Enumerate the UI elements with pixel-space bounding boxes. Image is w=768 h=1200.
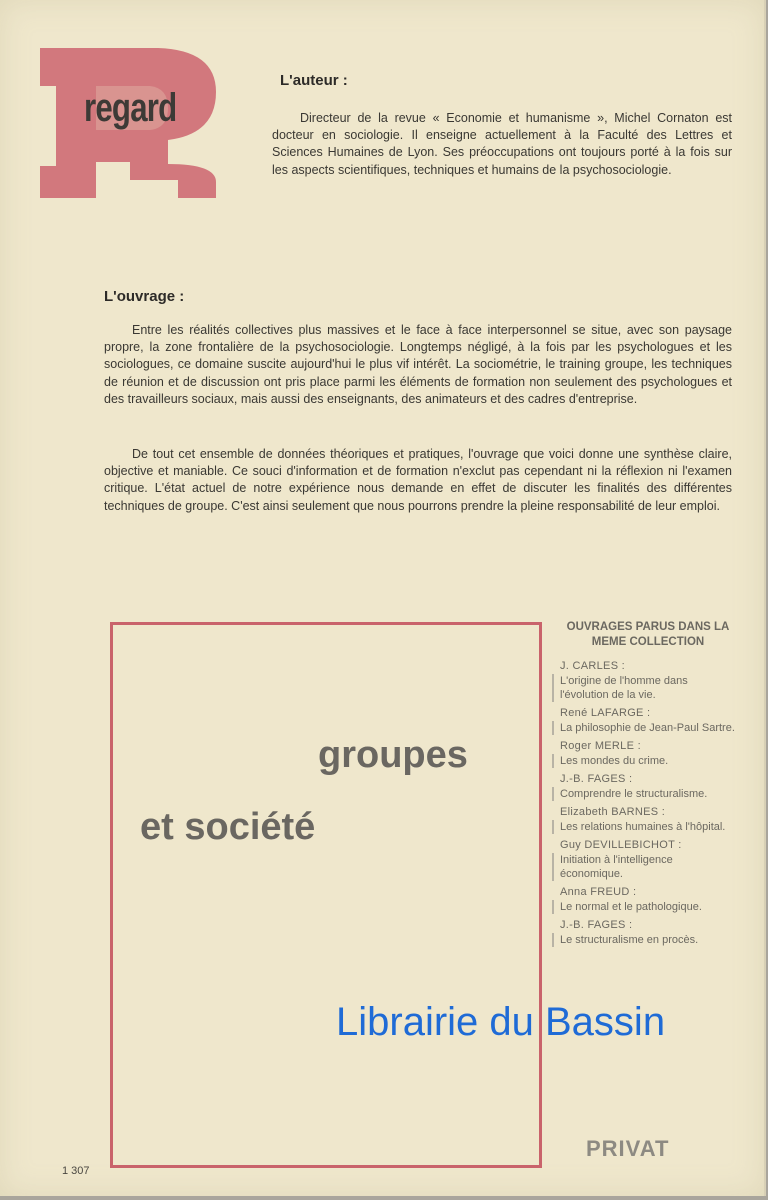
book-title: Les relations humaines à l'hôpital. [552,820,736,834]
ouvrage-heading: L'ouvrage : [104,288,185,305]
list-item [560,740,736,768]
auteur-paragraph: Directeur de la revue « Economie et humanisme », Michel Cornaton est docteur en sociologie. Il enseigne actuellement à la Faculté des Lettres et Sciences Humaines de Lyon. Ses préoccupations ont toujours porté à la fois sur les aspects scientifiques, techniques et humains de la psychosociologie. [272,111,732,177]
regard-logo [38,42,218,200]
book-title: Les mondes du crime. [552,754,736,768]
book-title: Comprendre le structuralisme. [552,787,736,801]
logo-text: regard [84,86,177,130]
list-item [560,660,736,702]
list-item [560,839,736,881]
book-title: Le structuralisme en procès. [552,933,736,947]
book-author: Elizabeth BARNES : [560,806,666,818]
book-title: L'origine de l'homme dans l'évolution de la vie. [552,674,736,702]
list-item [560,806,736,834]
title-line-1: groupes [318,734,468,776]
list-item [560,707,736,735]
collection-list [560,660,736,947]
collection-heading: OUVRAGES PARUS DANS LA MEME COLLECTION [566,621,730,648]
book-author: J.-B. FAGES : [560,919,633,931]
list-item [560,773,736,801]
title-line-2: et société [140,806,316,848]
book-author: Anna FREUD : [560,886,637,898]
book-author: J. CARLES : [560,660,626,672]
book-title: Le normal et le pathologique. [552,900,736,914]
book-author: Roger MERLE : [560,740,641,752]
catalog-code: 1 307 [62,1165,90,1177]
watermark-text: Librairie du Bassin [336,1000,666,1044]
book-author: Guy DEVILLEBICHOT : [560,839,682,851]
auteur-heading: L'auteur : [280,72,348,89]
list-item [560,919,736,947]
book-author: J.-B. FAGES : [560,773,633,785]
ouvrage-paragraph-2: De tout cet ensemble de données théoriques et pratiques, l'ouvrage que voici donne une synthèse claire, objective et maniable. Ce souci d'information et de formation n'exclut pas cependant ni la réflexion ni l'examen critique. L'état actuel de notre expérience nous demande en effet de discuter les finalités des différentes techniques de groupe. C'est ainsi seulement que nous pourrons prendre la pleine responsabilité de leur emploi. [104,447,732,513]
book-title: Initiation à l'intelligence économique. [552,853,736,881]
book-title: La philosophie de Jean-Paul Sartre. [552,721,736,735]
collection-sidebar [560,620,736,947]
publisher-name: PRIVAT [586,1136,670,1161]
title-frame [110,622,542,1168]
book-author: René LAFARGE : [560,707,651,719]
ouvrage-paragraph-1: Entre les réalités collectives plus massives et le face à face interpersonnel se situe, avec son paysage propre, la zone frontalière de la psychosociologie. Longtemps négligé, à la fois par les psychologues et les sociologues, ce domaine suscite aujourd'hui le plus vif intérêt. La sociométrie, le training groupe, les techniques de réunion et de discussion ont pris place parmi les éléments de formation non seulement des psychologues et des travailleurs sociaux, mais aussi des enseignants, des animateurs et des cadres d'entreprise. [104,323,732,406]
list-item [560,886,736,914]
